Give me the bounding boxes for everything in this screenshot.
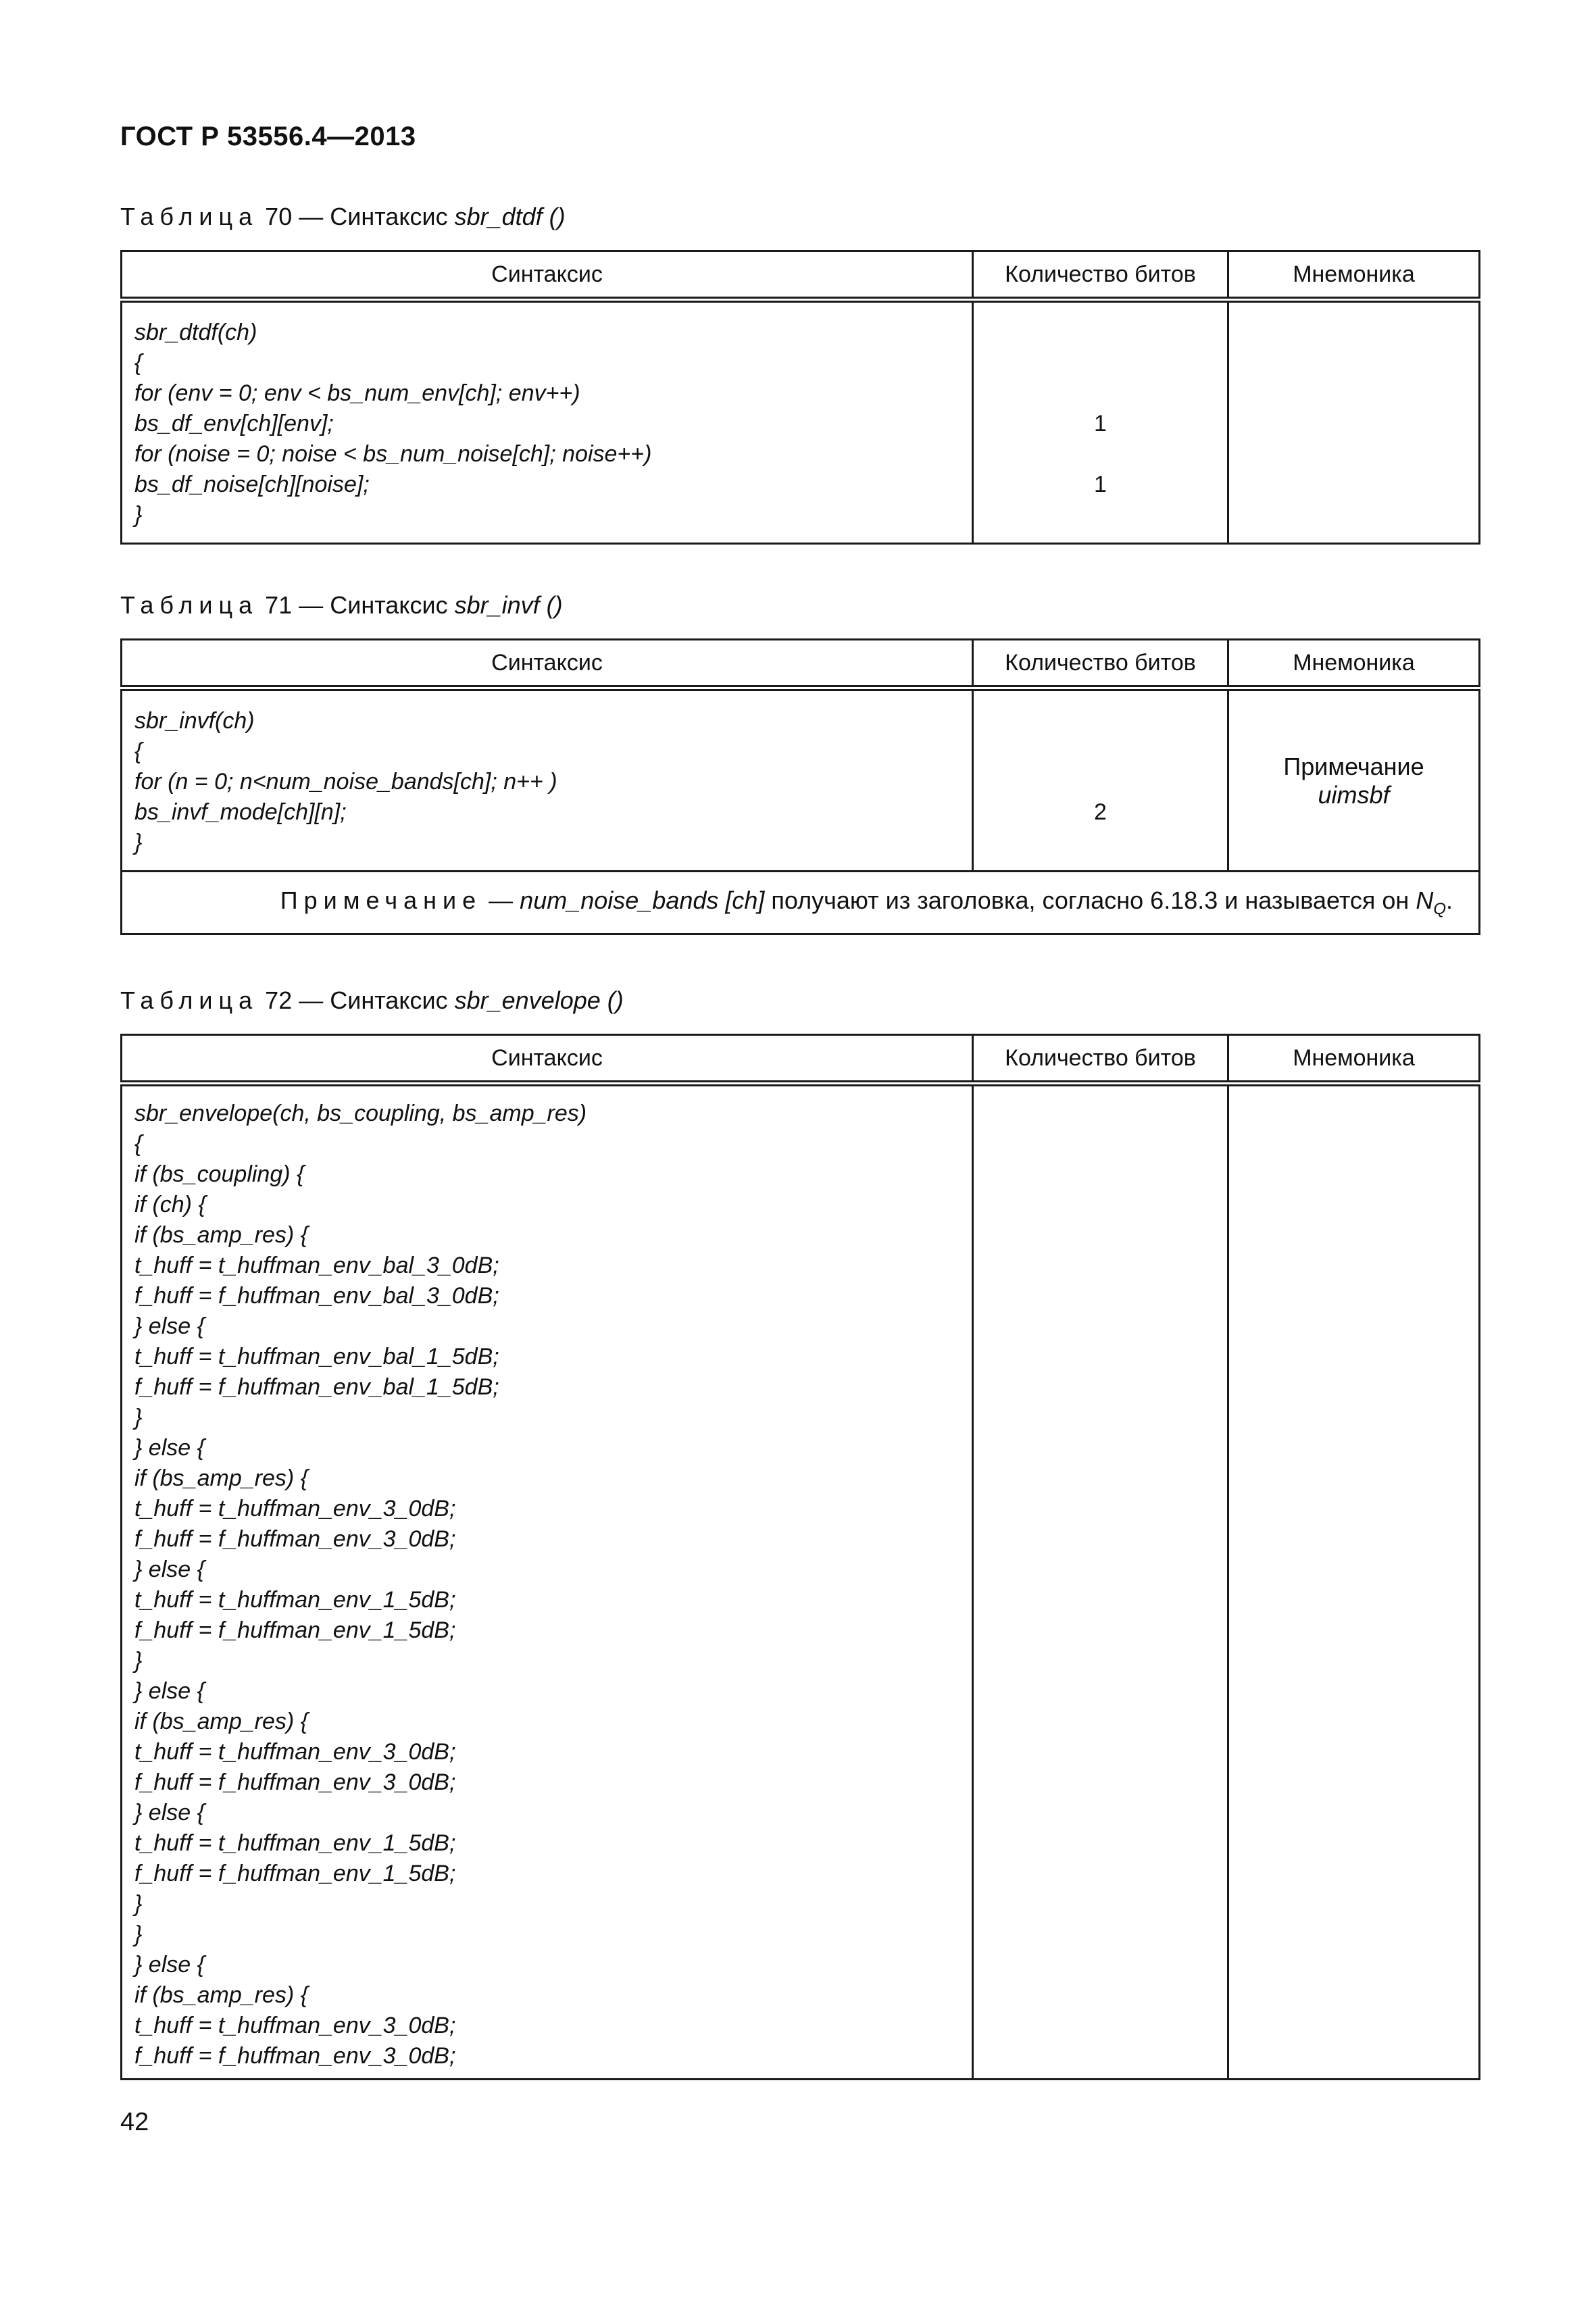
header-mnemonic: Мнемоника [1228,1035,1480,1084]
table-70 [120,250,1480,545]
code-line: f_huff = f_huffman_env_3_0dB; [134,2043,456,2069]
bits-cell [973,300,1228,544]
caption-function: sbr_dtdf () [454,203,566,230]
header-bits: Количество битов [973,251,1228,300]
caption-function: sbr_invf () [454,591,563,619]
bits-value: 2 [1094,799,1107,825]
table-71 [120,638,1480,935]
code-line: f_huff = f_huffman_env_bal_1_5dB; [134,1374,499,1400]
syntax-cell [122,1084,973,2080]
code-block [134,706,959,858]
note-word: Примечание [280,886,482,914]
code-line: } else { [134,1800,205,1826]
code-line: { [134,738,143,764]
code-line: } [134,1891,143,1917]
mnemonic-uimsbf: uimsbf [1318,780,1390,809]
note-dash: — [482,886,520,914]
header-bits: Количество битов [973,1035,1228,1084]
code-line: sbr_dtdf(ch) [134,320,257,345]
bits-cell [973,1084,1228,2080]
table-71-caption [120,591,563,620]
mnemonic-cell [1228,1084,1480,2080]
code-block [134,1099,959,2071]
code-line: } else { [134,1557,205,1582]
code-line: t_huff = t_huffman_env_1_5dB; [134,1587,456,1613]
code-line: t_huff = t_huffman_env_3_0dB; [134,1739,456,1765]
code-line: } [134,830,143,855]
document-header: ГОСТ Р 53556.4—2013 [120,122,416,151]
bits-value [974,767,1227,797]
bits-block [974,691,1227,858]
caption-rest: 72 — Синтаксис [265,986,448,1014]
code-line: for (noise = 0; noise < bs_num_noise[ch]; noise++) [134,441,652,467]
code-line: f_huff = f_huffman_env_3_0dB; [134,1769,456,1795]
mnemonic-note-label: Примечание [1283,752,1424,780]
bits-value [974,378,1227,409]
code-line: bs_invf_mode[ch][n]; [134,799,347,825]
code-line: if (bs_amp_res) { [134,1222,308,1248]
bits-value [974,318,1227,348]
code-line: t_huff = t_huffman_env_3_0dB; [134,2013,456,2038]
code-block [134,318,959,530]
code-line: if (ch) { [134,1192,206,1217]
code-line: bs_df_noise[ch][noise]; [134,472,370,497]
code-line: { [134,350,143,376]
code-line: } else { [134,1313,205,1339]
code-line: f_huff = f_huffman_env_1_5dB; [134,1861,456,1886]
caption-rest: 70 — Синтаксис [265,203,448,230]
bits-value [974,736,1227,767]
note-text: получают из заголовка, согласно 6.18.3 и называется он [764,886,1416,914]
header-syntax: Синтаксис [122,640,973,688]
bits-cell [973,688,1228,872]
code-line: t_huff = t_huffman_env_bal_1_5dB; [134,1344,499,1369]
note-end: . [1445,886,1453,914]
bits-value [974,348,1227,378]
bits-value: 1 [1094,411,1107,436]
header-bits: Количество битов [973,640,1228,688]
header-mnemonic: Мнемоника [1228,251,1480,300]
code-line: f_huff = f_huffman_env_bal_3_0dB; [134,1283,499,1309]
caption-word: Таблица [120,203,259,230]
code-line: sbr_invf(ch) [134,708,255,734]
table-note [122,872,1480,934]
code-line: if (bs_coupling) { [134,1161,305,1187]
code-line: } [134,1648,143,1674]
code-line: if (bs_amp_res) { [134,1465,308,1491]
code-line: for (env = 0; env < bs_num_env[ch]; env++) [134,380,580,406]
bits-value [974,500,1227,530]
note-subscript: Q [1433,900,1446,918]
header-mnemonic: Мнемоника [1228,640,1480,688]
syntax-cell [122,300,973,544]
code-line: } else { [134,1435,205,1461]
table-72 [120,1034,1480,2080]
code-line: f_huff = f_huffman_env_1_5dB; [134,1617,456,1643]
caption-word: Таблица [120,591,259,619]
bits-value [974,439,1227,470]
caption-function: sbr_envelope () [454,986,624,1014]
note-symbol: N [1416,886,1434,914]
code-line: } [134,502,143,528]
caption-rest: 71 — Синтаксис [265,591,448,619]
header-syntax: Синтаксис [122,251,973,300]
note-function: num_noise_bands [ch] [520,886,765,914]
syntax-cell [122,688,973,872]
code-line: } else { [134,1678,205,1704]
bits-value: 1 [1094,472,1107,497]
bits-value [974,706,1227,736]
code-line: if (bs_amp_res) { [134,1982,308,2008]
bits-block [974,303,1227,530]
code-line: for (n = 0; n<num_noise_bands[ch]; n++ ) [134,769,557,795]
mnemonic-cell [1228,300,1480,544]
bits-value [974,828,1227,858]
code-line: t_huff = t_huffman_env_1_5dB; [134,1830,456,1856]
code-line: } else { [134,1952,205,1978]
table-72-caption [120,986,624,1015]
code-line: { [134,1131,143,1157]
code-line: t_huff = t_huffman_env_3_0dB; [134,1496,456,1521]
page-number: 42 [120,2108,149,2136]
code-line: f_huff = f_huffman_env_3_0dB; [134,1526,456,1552]
code-line: if (bs_amp_res) { [134,1709,308,1734]
caption-word: Таблица [120,986,259,1014]
code-line: } [134,1921,143,1947]
mnemonic-value [1229,753,1478,809]
code-line: bs_df_env[ch][env]; [134,411,334,436]
code-line: sbr_envelope(ch, bs_coupling, bs_amp_res) [134,1101,587,1126]
code-line: } [134,1405,143,1430]
code-line: t_huff = t_huffman_env_bal_3_0dB; [134,1253,499,1278]
table-70-caption [120,203,566,231]
header-syntax: Синтаксис [122,1035,973,1084]
mnemonic-cell [1228,688,1480,872]
